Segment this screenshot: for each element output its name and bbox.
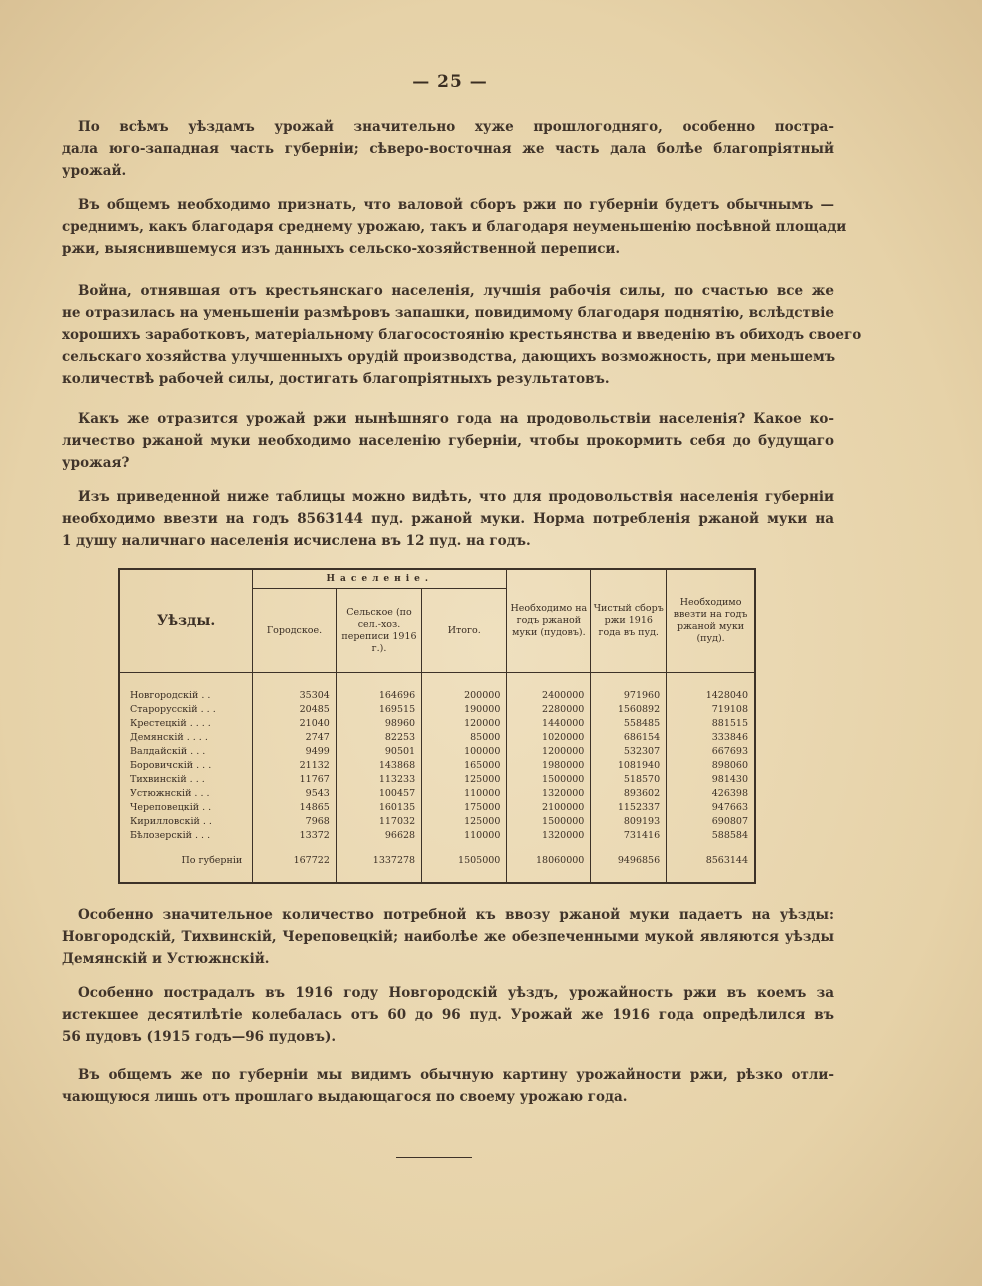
cell-gorod: 21040	[253, 717, 337, 731]
cell-gorod: 35304	[253, 689, 337, 703]
cell-sbor: 1152337	[591, 801, 667, 815]
cell-need: 1020000	[507, 731, 591, 745]
text-line: личество ржаной муки необходимо населенію губерніи, чтобы прокормить себя до будущаго	[62, 433, 834, 449]
cell-itogo: 85000	[422, 731, 507, 745]
cell-selo: 96628	[336, 828, 421, 842]
cell-need: 2400000	[507, 689, 591, 703]
cell-vvoz: 333846	[667, 731, 754, 745]
cell-vvoz: 947663	[667, 801, 754, 815]
cell-vvoz: 981430	[667, 773, 754, 787]
total-gorod: 167722	[253, 842, 337, 882]
table-row	[120, 731, 754, 745]
table-row	[120, 703, 754, 717]
text-line: Какъ же отразится урожай ржи нынѣшняго года на продовольствіи населенія? Какое ко-	[78, 411, 834, 427]
cell-selo: 82253	[336, 731, 421, 745]
header-gorodskoe: Городское.	[253, 589, 337, 673]
uezd-name: Демянскій . . . .	[130, 732, 208, 744]
cell-need: 2100000	[507, 801, 591, 815]
cell-itogo: 175000	[422, 801, 507, 815]
text-line: Въ общемъ же по губерніи мы видимъ обычную картину урожайности ржи, рѣзко отли-	[78, 1067, 834, 1083]
cell-selo: 160135	[336, 801, 421, 815]
text-line: необходимо ввезти на годъ 8563144 пуд. ржаной муки. Норма потребленія ржаной муки на	[62, 511, 834, 527]
table-row	[120, 814, 754, 828]
text-line: Особенно значительное количество потребной къ ввозу ржаной муки падаетъ на уѣзды:	[78, 907, 834, 923]
total-itogo: 1505000	[422, 842, 507, 882]
cell-itogo: 110000	[422, 828, 507, 842]
uezd-name: Устюжнскій . . .	[130, 788, 210, 800]
text-line: урожай.	[62, 163, 127, 179]
cell-vvoz: 898060	[667, 759, 754, 773]
uezd-name: Старорусскій . . .	[130, 704, 216, 716]
cell-gorod: 20485	[253, 703, 337, 717]
cell-itogo: 100000	[422, 745, 507, 759]
uezd-name: Крестецкій . . . .	[130, 718, 211, 730]
cell-sbor: 731416	[591, 828, 667, 842]
header-vvezti: Необходимо ввезти на годъ ржаной муки (пуд).	[667, 570, 754, 673]
paragraph-question	[62, 408, 834, 474]
table-row	[120, 759, 754, 773]
text-line: сельскаго хозяйства улучшенныхъ орудій производства, дающихъ возможность, при меньшемъ	[62, 349, 836, 365]
cell-gorod: 9543	[253, 787, 337, 801]
cell-sbor: 518570	[591, 773, 667, 787]
cell-sbor: 686154	[591, 731, 667, 745]
cell-vvoz: 690807	[667, 814, 754, 828]
cell-sbor: 893602	[591, 787, 667, 801]
cell-vvoz: 719108	[667, 703, 754, 717]
cell-itogo: 125000	[422, 814, 507, 828]
text-line: среднимъ, какъ благодаря среднему урожаю, такъ и благодаря неуменьшенію посѣвной площади	[62, 219, 847, 235]
cell-gorod: 13372	[253, 828, 337, 842]
paragraph-harvest-overview	[62, 116, 834, 182]
text-line: дала юго-западная часть губерніи; сѣверо-восточная же часть дала болѣе благопріятный	[62, 141, 834, 157]
cell-selo: 169515	[336, 703, 421, 717]
header-itogo: Итого.	[422, 589, 507, 673]
text-line: 56 пудовъ (1915 годъ—96 пудовъ).	[62, 1029, 337, 1045]
cell-selo: 117032	[336, 814, 421, 828]
text-line: По всѣмъ уѣздамъ урожай значительно хуже прошлогодняго, особенно постра-	[78, 119, 834, 135]
cell-gorod: 7968	[253, 814, 337, 828]
cell-itogo: 165000	[422, 759, 507, 773]
uezd-name: Тихвинскій . . .	[130, 774, 205, 786]
paragraph-conclusion	[62, 1064, 834, 1108]
total-need: 18060000	[507, 842, 591, 882]
cell-sbor: 1081940	[591, 759, 667, 773]
text-line: Демянскій и Устюжнскій.	[62, 951, 270, 967]
total-sbor: 9496856	[591, 842, 667, 882]
paragraph-novgorod-suffered	[62, 982, 834, 1048]
cell-need: 1200000	[507, 745, 591, 759]
cell-gorod: 11767	[253, 773, 337, 787]
cell-vvoz: 881515	[667, 717, 754, 731]
cell-need: 1320000	[507, 787, 591, 801]
cell-gorod: 2747	[253, 731, 337, 745]
uezd-name: Новгородскій . .	[130, 690, 211, 702]
text-line: Новгородскій, Тихвинскій, Череповецкій; наиболѣе же обезпеченными мукой являются уѣзды	[62, 929, 834, 945]
end-rule	[396, 1157, 472, 1158]
cell-sbor: 532307	[591, 745, 667, 759]
text-line: Война, отнявшая отъ крестьянскаго населенія, лучшія рабочія силы, по счастью все же	[78, 283, 834, 299]
text-line: Изъ приведенной ниже таблицы можно видѣть, что для продовольствія населенія губерніи	[78, 489, 834, 505]
rye-supply-table	[120, 570, 754, 882]
paragraph-war-effect	[62, 280, 862, 390]
uezd-name: Валдайскій . . .	[130, 746, 206, 758]
uezd-name: Бѣлозерскій . . .	[130, 829, 211, 841]
paragraph-table-intro	[62, 486, 834, 552]
cell-selo: 113233	[336, 773, 421, 787]
cell-selo: 98960	[336, 717, 421, 731]
table-row	[120, 745, 754, 759]
cell-sbor: 1560892	[591, 703, 667, 717]
cell-itogo: 110000	[422, 787, 507, 801]
text-line: хорошихъ заработковъ, матеріальному благосостоянію крестьянства и введенію въ обиходъ своего	[62, 327, 862, 343]
header-selskoe: Сельское (по сел.-хоз. переписи 1916 г.).	[336, 589, 421, 673]
rye-table	[118, 568, 756, 884]
cell-gorod: 14865	[253, 801, 337, 815]
cell-sbor: 971960	[591, 689, 667, 703]
uezd-name: Кирилловскій . .	[130, 815, 212, 827]
cell-selo: 100457	[336, 787, 421, 801]
cell-selo: 90501	[336, 745, 421, 759]
total-vvoz: 8563144	[667, 842, 754, 882]
uezd-name: Череповецкій . .	[130, 801, 212, 813]
table-row	[120, 801, 754, 815]
header-naselenie: Населеніе.	[253, 570, 507, 589]
cell-selo: 164696	[336, 689, 421, 703]
table-row	[120, 787, 754, 801]
text-line: истекшее десятилѣтіе колебалась отъ 60 до 96 пуд. Урожай же 1916 года опредѣлился въ	[62, 1007, 834, 1023]
text-line: урожая?	[62, 455, 130, 471]
total-selo: 1337278	[336, 842, 421, 882]
header-neobkhodimo: Необходимо на годъ ржаной муки (пудовъ).	[507, 570, 591, 673]
text-line: 1 душу наличнаго населенія исчислена въ 12 пуд. на годъ.	[62, 533, 531, 549]
table-row	[120, 828, 754, 842]
header-chisty-sbor: Чистый сборъ ржи 1916 года въ пуд.	[591, 570, 667, 673]
cell-selo: 143868	[336, 759, 421, 773]
cell-need: 1500000	[507, 773, 591, 787]
page-number: — 25 —	[412, 72, 488, 92]
cell-vvoz: 588584	[667, 828, 754, 842]
text-line: не отразилась на уменьшеніи размѣровъ запашки, повидимому благодаря поднятію, вслѣдствіе	[62, 305, 834, 321]
cell-itogo: 120000	[422, 717, 507, 731]
cell-sbor: 809193	[591, 814, 667, 828]
cell-vvoz: 667693	[667, 745, 754, 759]
paragraph-import-need	[62, 904, 834, 970]
cell-gorod: 9499	[253, 745, 337, 759]
table-body	[120, 673, 754, 883]
cell-gorod: 21132	[253, 759, 337, 773]
cell-vvoz: 1428040	[667, 689, 754, 703]
cell-need: 1980000	[507, 759, 591, 773]
text-line: Въ общемъ необходимо признать, что валовой сборъ ржи по губерніи будетъ обычнымъ —	[78, 197, 834, 213]
cell-need: 2280000	[507, 703, 591, 717]
text-line: ржи, выяснившемуся изъ данныхъ сельско-хозяйственной переписи.	[62, 241, 621, 257]
total-label: По губерніи	[181, 854, 243, 866]
cell-need: 1500000	[507, 814, 591, 828]
cell-vvoz: 426398	[667, 787, 754, 801]
cell-itogo: 190000	[422, 703, 507, 717]
table-row	[120, 773, 754, 787]
text-line: чающуюся лишь отъ прошлаго выдающагося по своему урожаю года.	[62, 1089, 628, 1105]
text-line: Особенно пострадалъ въ 1916 году Новгородскій уѣздъ, урожайность ржи въ коемъ за	[78, 985, 834, 1001]
cell-itogo: 125000	[422, 773, 507, 787]
header-uezdy: Уѣзды.	[120, 570, 253, 673]
text-line: количествѣ рабочей силы, достигать благопріятныхъ результатовъ.	[62, 371, 610, 387]
paragraph-gross-yield	[62, 194, 847, 260]
table-total-row	[120, 842, 754, 882]
cell-itogo: 200000	[422, 689, 507, 703]
uezd-name: Боровичскій . . .	[130, 760, 212, 772]
table-row	[120, 717, 754, 731]
cell-need: 1320000	[507, 828, 591, 842]
cell-need: 1440000	[507, 717, 591, 731]
cell-sbor: 558485	[591, 717, 667, 731]
table-row	[120, 689, 754, 703]
